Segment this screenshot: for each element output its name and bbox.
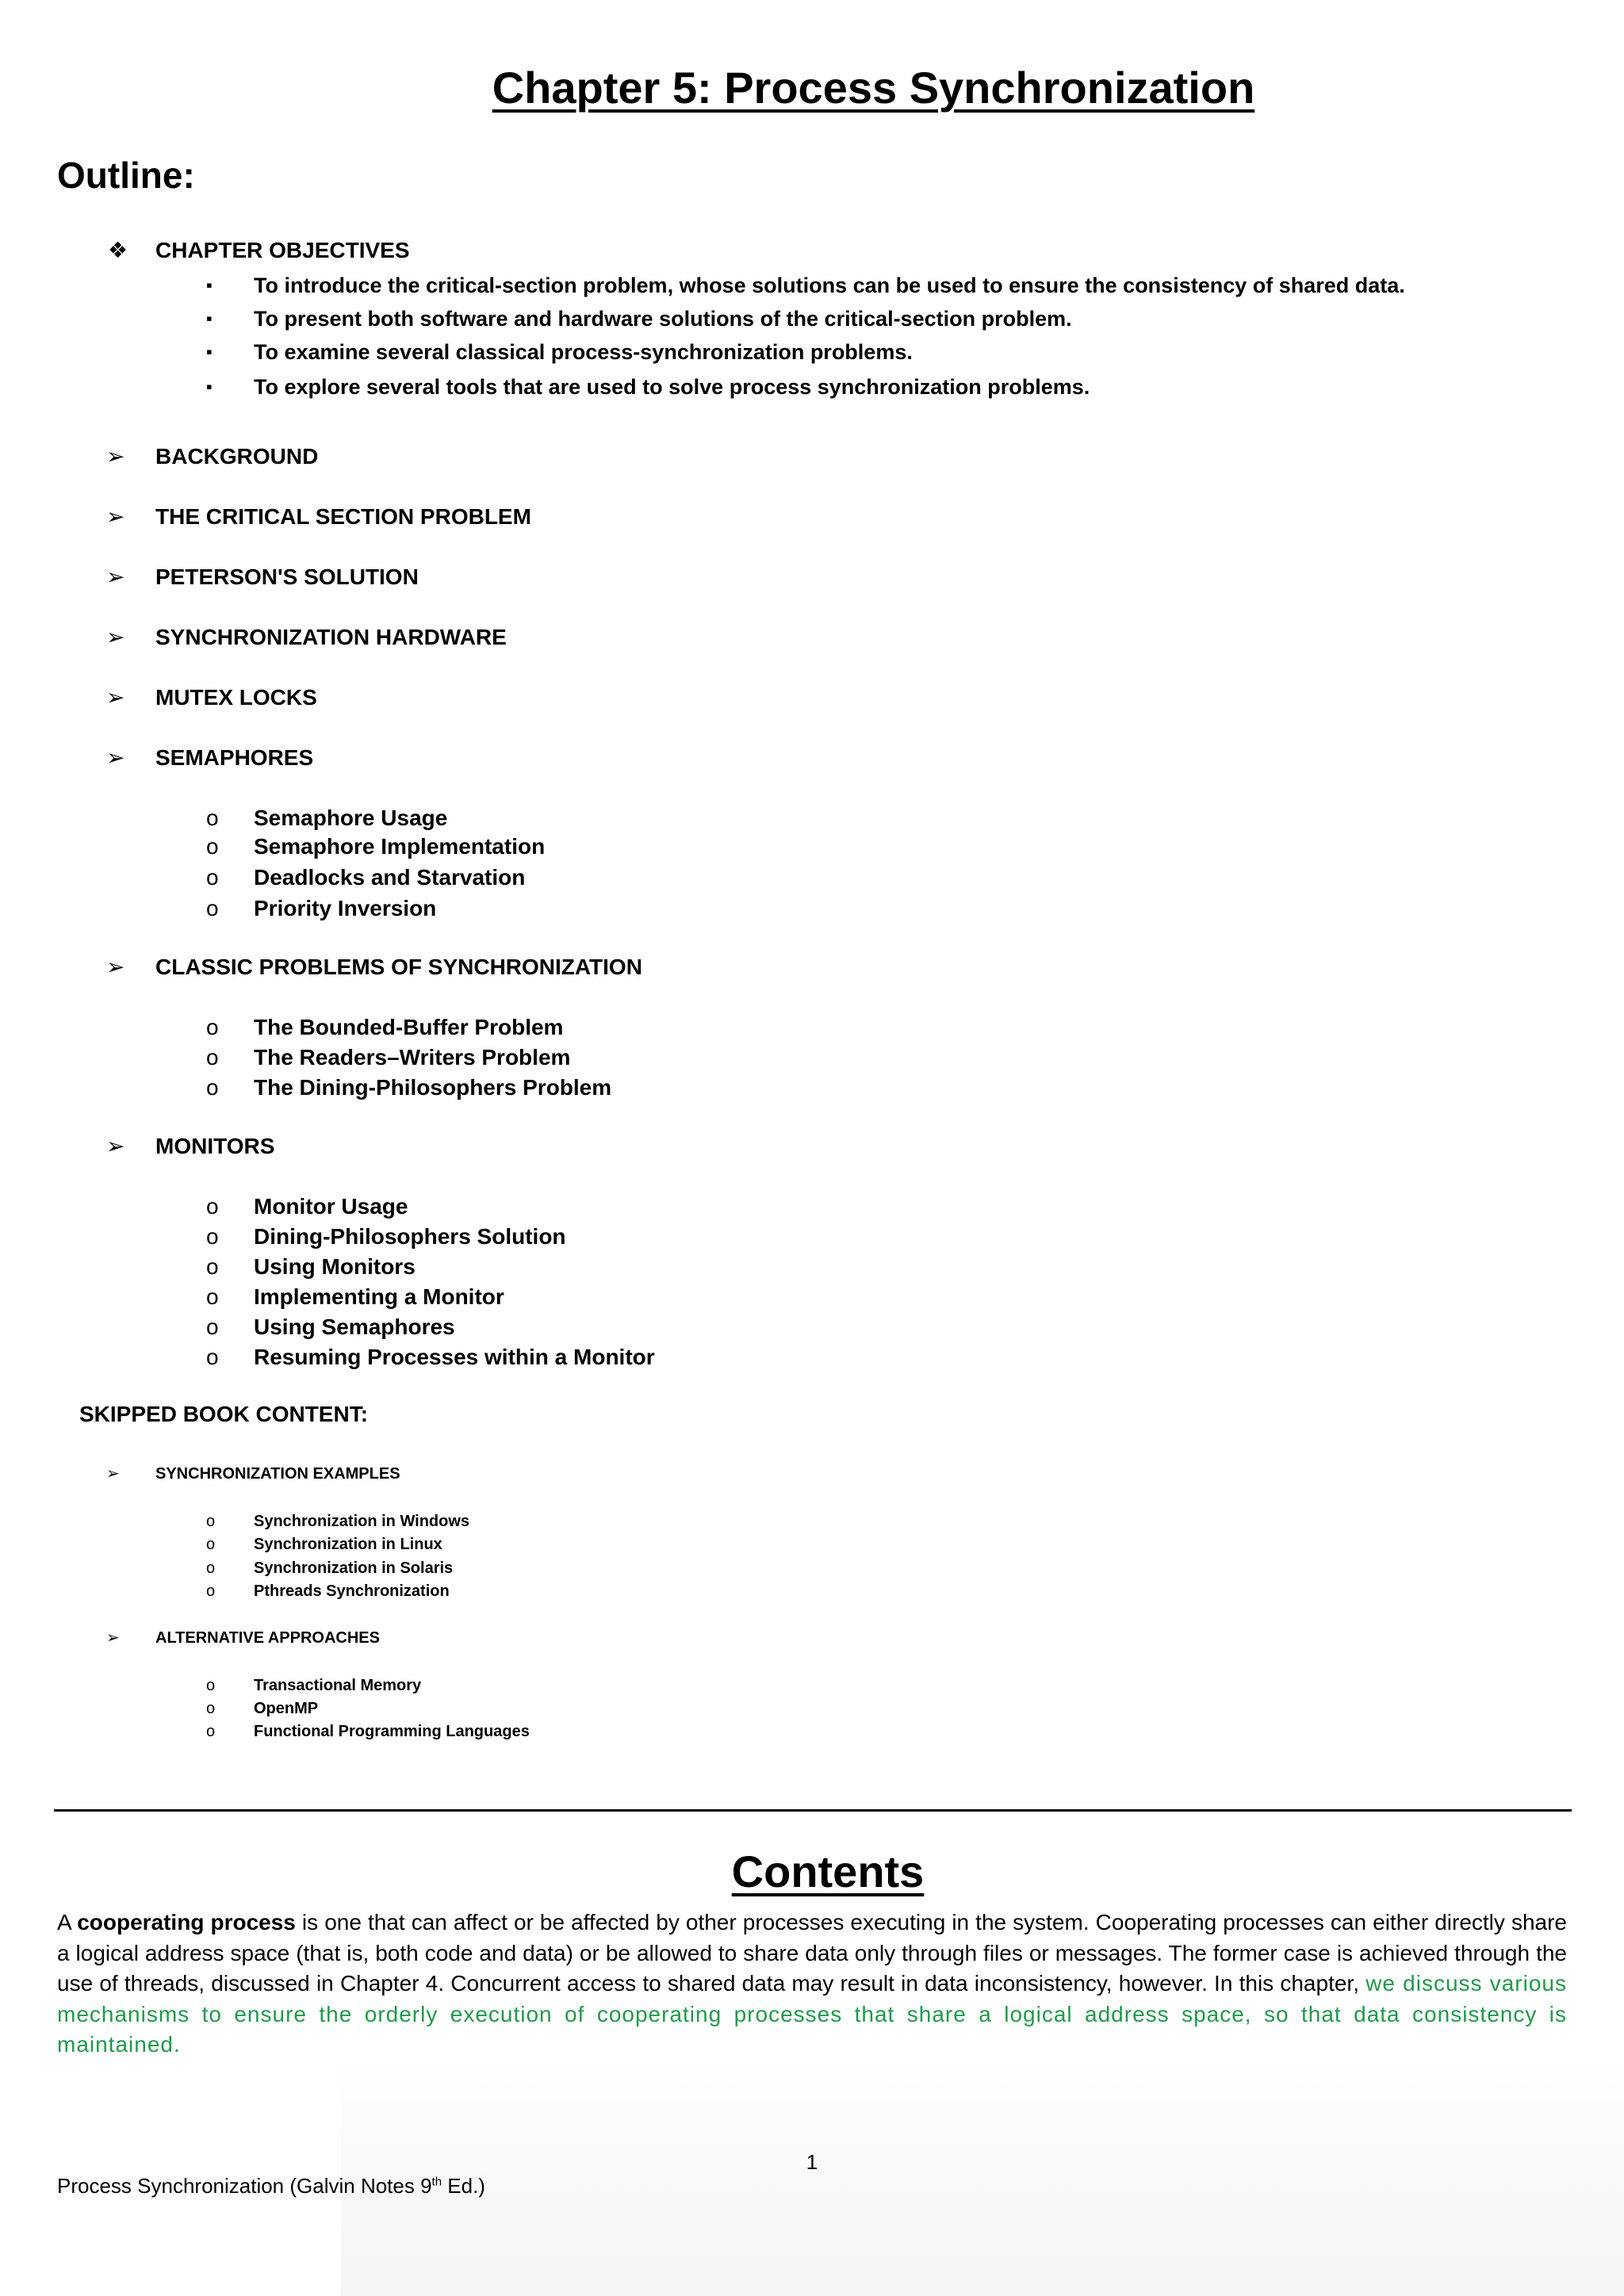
skipped-section-label: ALTERNATIVE APPROACHES (155, 1629, 380, 1647)
arrow-bullet-icon: ➢ (106, 444, 125, 469)
paragraph-text: is one that can affect or be affected by other processes executing in the system. Cooperating processes can either directly share a logical address space (that is, both code and data) or be allowed to share data only through files or messages. The former case is achieved through the use of threads, discussed in Chapter 4. Concurrent access to shared data may result in data inconsistency, however. In this chapter, (57, 1910, 1567, 1996)
circle-bullet-icon: o (206, 1015, 219, 1039)
section-label: PETERSON'S SOLUTION (155, 564, 419, 589)
square-bullet-icon: ▪ (206, 308, 213, 328)
contents-paragraph (57, 1908, 1567, 2061)
circle-bullet-icon: o (206, 896, 219, 920)
arrow-bullet-icon: ➢ (106, 745, 125, 770)
skipped-section-label: SYNCHRONIZATION EXAMPLES (155, 1465, 400, 1483)
footer-text: Process Synchronization (Galvin Notes 9 (57, 2174, 432, 2198)
subsection-label: Semaphore Usage (254, 806, 448, 830)
circle-bullet-icon: o (206, 1314, 219, 1339)
section-label: THE CRITICAL SECTION PROBLEM (155, 504, 531, 529)
circle-bullet-icon: o (206, 1284, 219, 1309)
subsection-label: Priority Inversion (254, 896, 437, 920)
skipped-subsection-label: Transactional Memory (254, 1677, 422, 1694)
page-shading (341, 2053, 1624, 2296)
arrow-bullet-icon: ➢ (106, 504, 125, 529)
arrow-bullet-icon: ➢ (106, 685, 125, 710)
skipped-subsection-label: Synchronization in Linux (254, 1536, 442, 1553)
arrow-bullet-icon: ➢ (106, 1629, 120, 1647)
highlighted-text: we discuss various mechanisms to ensure the orderly execution of cooperating processes that share a logical address space, so that data consistency is maintained. (57, 1971, 1567, 2057)
circle-bullet-icon: o (206, 1513, 216, 1530)
circle-bullet-icon: o (206, 1723, 216, 1740)
subsection-label: The Readers–Writers Problem (254, 1045, 571, 1070)
subsection-label: Deadlocks and Starvation (254, 865, 526, 890)
section-label: SYNCHRONIZATION HARDWARE (155, 625, 507, 649)
circle-bullet-icon: o (206, 1045, 219, 1070)
skipped-subsection-label: Functional Programming Languages (254, 1723, 530, 1740)
circle-bullet-icon: o (206, 1224, 219, 1249)
square-bullet-icon: ▪ (206, 275, 213, 295)
arrow-bullet-icon: ➢ (106, 1465, 120, 1483)
bold-term: cooperating process (77, 1910, 296, 1934)
skipped-subsection-label: Pthreads Synchronization (254, 1582, 450, 1600)
circle-bullet-icon: o (206, 1254, 219, 1279)
page-footer (57, 2174, 485, 2198)
diamond-bullet-icon: ❖ (108, 238, 128, 262)
subsection-label: Monitor Usage (254, 1194, 408, 1219)
square-bullet-icon: ▪ (206, 377, 213, 396)
section-label: MUTEX LOCKS (155, 685, 317, 710)
section-label: CLASSIC PROBLEMS OF SYNCHRONIZATION (155, 955, 642, 979)
page-number: 1 (806, 2150, 818, 2174)
circle-bullet-icon: o (206, 865, 219, 890)
skipped-subsection-label: Synchronization in Windows (254, 1513, 470, 1530)
objective-item: To introduce the critical-section problem, whose solutions can be used to ensure the consistency of shared data. (254, 274, 1405, 297)
arrow-bullet-icon: ➢ (106, 564, 125, 589)
paragraph-text: A (57, 1910, 78, 1934)
footer-tail: Ed.) (442, 2174, 485, 2198)
circle-bullet-icon: o (206, 1536, 216, 1553)
subsection-label: The Bounded-Buffer Problem (254, 1015, 564, 1039)
page-title: Chapter 5: Process Synchronization (492, 63, 1255, 113)
objective-item: To present both software and hardware solutions of the critical-section problem. (254, 307, 1072, 331)
circle-bullet-icon: o (206, 1345, 219, 1369)
objective-item: To examine several classical process-synchronization problems. (254, 340, 913, 364)
circle-bullet-icon: o (206, 1700, 216, 1717)
subsection-label: The Dining-Philosophers Problem (254, 1075, 612, 1100)
skipped-subsection-label: OpenMP (254, 1700, 319, 1717)
circle-bullet-icon: o (206, 806, 219, 830)
contents-heading: Contents (731, 1846, 925, 1896)
horizontal-divider (54, 1809, 1572, 1812)
arrow-bullet-icon: ➢ (106, 955, 125, 979)
objective-item: To explore several tools that are used to solve process synchronization problems. (254, 375, 1090, 399)
subsection-label: Resuming Processes within a Monitor (254, 1345, 655, 1369)
circle-bullet-icon: o (206, 1194, 219, 1219)
outline-heading: Outline: (57, 155, 195, 196)
section-label: SEMAPHORES (155, 745, 314, 770)
section-label: BACKGROUND (155, 444, 319, 469)
arrow-bullet-icon: ➢ (106, 625, 125, 649)
subsection-label: Using Monitors (254, 1254, 416, 1279)
subsection-label: Semaphore Implementation (254, 834, 546, 859)
arrow-bullet-icon: ➢ (106, 1134, 125, 1158)
skipped-subsection-label: Synchronization in Solaris (254, 1559, 454, 1577)
subsection-label: Implementing a Monitor (254, 1284, 504, 1309)
subsection-label: Dining-Philosophers Solution (254, 1224, 566, 1249)
section-label: MONITORS (155, 1134, 275, 1158)
circle-bullet-icon: o (206, 1677, 216, 1694)
footer-superscript: th (431, 2175, 442, 2189)
subsection-label: Using Semaphores (254, 1314, 455, 1339)
skipped-heading: SKIPPED BOOK CONTENT: (79, 1402, 369, 1426)
circle-bullet-icon: o (206, 1075, 219, 1100)
square-bullet-icon: ▪ (206, 342, 213, 362)
chapter-objectives-label: CHAPTER OBJECTIVES (155, 238, 410, 262)
circle-bullet-icon: o (206, 1559, 216, 1577)
circle-bullet-icon: o (206, 1582, 216, 1600)
circle-bullet-icon: o (206, 834, 219, 859)
